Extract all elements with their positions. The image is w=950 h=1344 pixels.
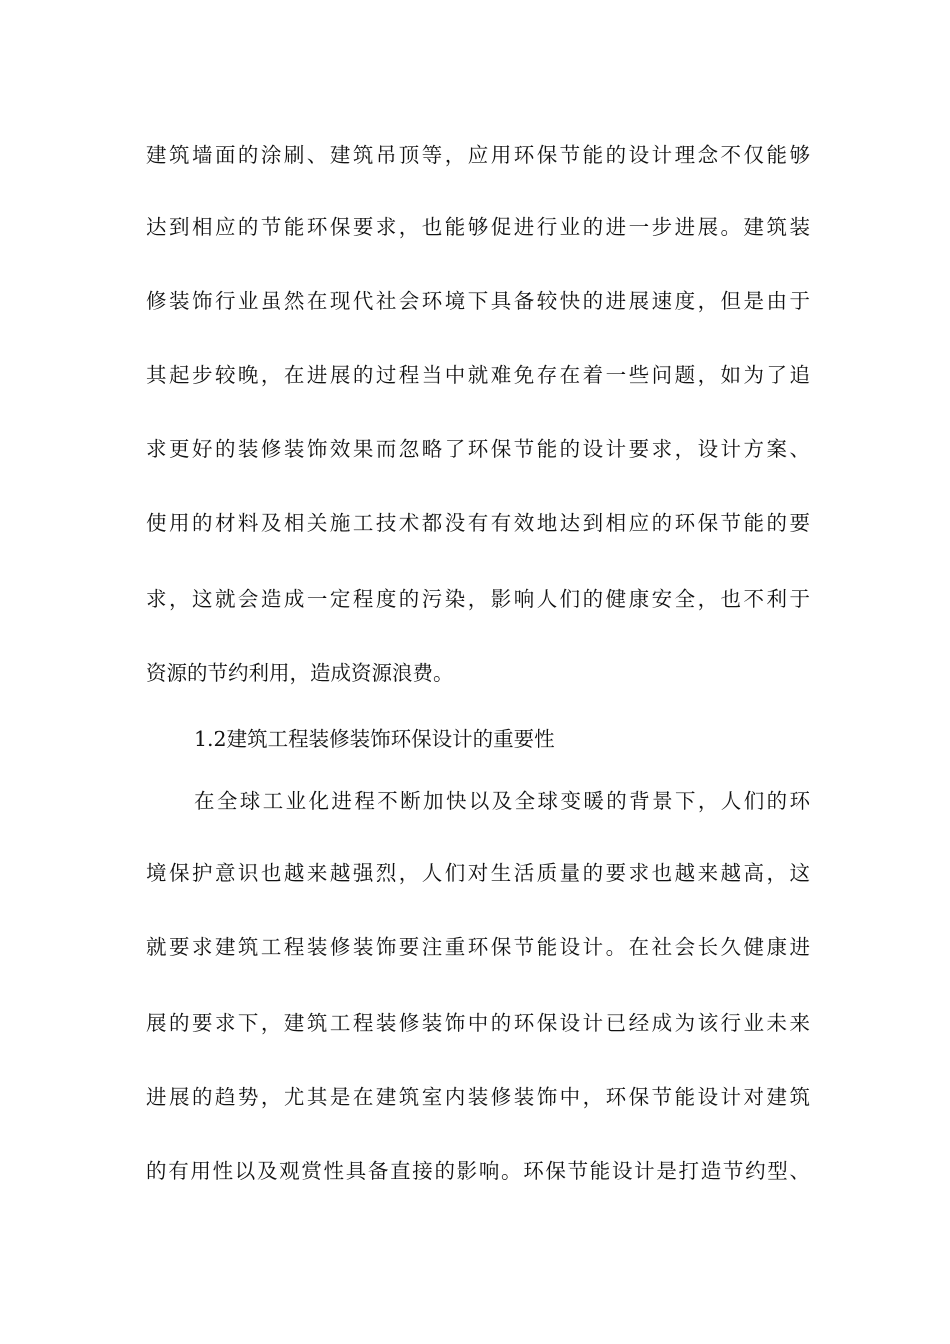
paragraph-1-line-2: 达到相应的节能环保要求，也能够促进行业的进一步进展。建筑装 [146, 215, 810, 239]
paragraph-1-line-5: 求更好的装修装饰效果而忽略了环保节能的设计要求，设计方案、 [146, 437, 810, 461]
paragraph-1-line-7: 求，这就会造成一定程度的污染，影响人们的健康安全，也不利于 [146, 587, 810, 611]
paragraph-2-line-5: 进展的趋势，尤其是在建筑室内装修装饰中，环保节能设计对建筑 [146, 1085, 810, 1109]
paragraph-2-line-3: 就要求建筑工程装修装饰要注重环保节能设计。在社会长久健康进 [146, 935, 810, 959]
paragraph-2-line-2: 境保护意识也越来越强烈，人们对生活质量的要求也越来越高，这 [146, 861, 810, 885]
paragraph-2-line-6: 的有用性以及观赏性具备直接的影响。环保节能设计是打造节约型、 [146, 1159, 810, 1183]
paragraph-2-line-1: 在全球工业化进程不断加快以及全球变暖的背景下，人们的环 [194, 789, 810, 813]
paragraph-1-line-1: 建筑墙面的涂刷、建筑吊顶等，应用环保节能的设计理念不仅能够 [146, 143, 810, 167]
paragraph-2-line-4: 展的要求下，建筑工程装修装饰中的环保设计已经成为该行业未来 [146, 1011, 810, 1035]
paragraph-1-line-4: 其起步较晚，在进展的过程当中就难免存在着一些问题，如为了追 [146, 363, 810, 387]
paragraph-1-line-8: 资源的节约利用，造成资源浪费。 [146, 661, 454, 685]
paragraph-1-line-3: 修装饰行业虽然在现代社会环境下具备较快的进展速度，但是由于 [146, 289, 810, 313]
section-heading: 1.2建筑工程装修装饰环保设计的重要性 [194, 727, 555, 751]
paragraph-1-line-6: 使用的材料及相关施工技术都没有有效地达到相应的环保节能的要 [146, 511, 810, 535]
